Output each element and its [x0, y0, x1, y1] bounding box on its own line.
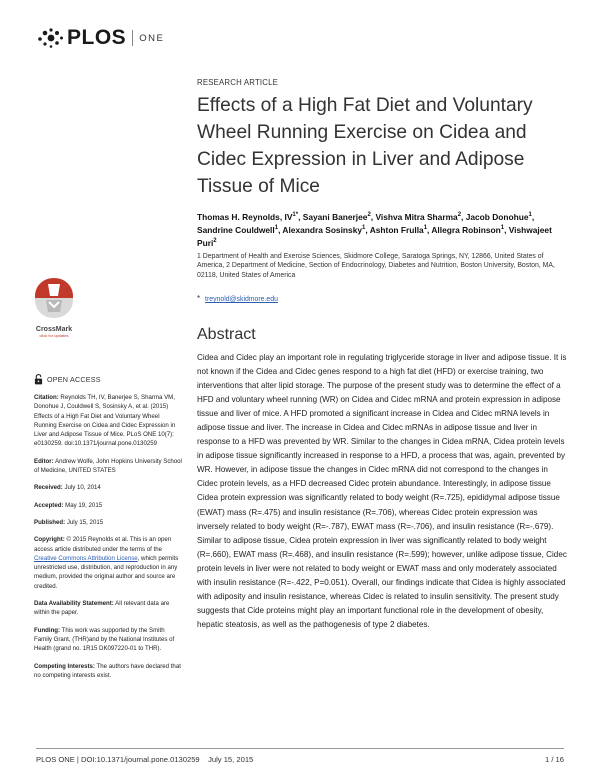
copyright-text-pre: © 2015 Reynolds et al. This is an open access article distributed under the terms of the	[34, 536, 172, 553]
author-name-text: Vishva Mitra Sharma	[375, 211, 458, 222]
published-date: July 15, 2015	[66, 518, 104, 526]
author-separator: ,	[298, 211, 303, 222]
license-link[interactable]: Creative Commons Attribution License	[34, 554, 138, 562]
author-affiliation-marker: 1	[274, 225, 279, 231]
citation-block	[34, 393, 182, 449]
abstract-heading: Abstract	[197, 326, 256, 343]
funding-label: Funding:	[34, 626, 61, 634]
affiliation-2: 2 Department of Medicine, Section of Endocrinology, Diabetes and Nutrition, Boston University, Boston, MA, 02118, United States of America	[197, 262, 555, 279]
editor-text: Andrew Wolfe, John Hopkins University School of Medicine, UNITED STATES	[34, 457, 182, 475]
author-name	[303, 212, 376, 222]
received-date: July 10, 2014	[64, 484, 101, 492]
citation-text: Reynolds TH, IV, Banerjee S, Sharma VM, Donohue J, Couldwell S, Sosinsky A, et al. (2015) Effects of a High Fat Diet and Voluntary Wheel Running Exercise on Cidea and Cidec Expression in Liver and Adipose Tissue of Mice. PLoS ONE 10(7): e0130259. doi:10.1371/journal.pone.0130259	[34, 394, 176, 448]
received-label: Received:	[34, 484, 63, 492]
competing-interests-text: The authors have declared that no competing interests exist.	[34, 662, 181, 679]
author-affiliation-marker: 1	[423, 225, 428, 231]
crossmark-label: CrossMark	[35, 326, 73, 333]
author-separator: ,	[531, 211, 535, 222]
author-affiliation-marker: 1*	[292, 212, 299, 218]
author-name-text: Sayani Banerjee	[302, 211, 368, 222]
logo-divider	[132, 30, 133, 46]
author-name	[466, 212, 535, 222]
copyright-text-post: , which permits unrestricted use, distribution, and reproduction in any medium, provided the original author and source are credited.	[34, 554, 179, 590]
abstract-text: Cidea and Cidec play an important role in regulating triglyceride storage in liver and adipose tissue. It is not known if the Cidea and Cidec genes respond to a high fat diet (HFD) or exercise training, two interventions that alter lipid storage. The purpose of the present study was to determine the effect of a HFD and voluntary wheel running (WR) on Cidea and Cidec mRNA and protein expression in adipose tissue and liver of mice. A HFD promoted a significant increase in Cidea and Cidec mRNA levels in adipose tissue and liver. The increase in Cidea and Cidec mRNAs in adipose tissue and liver in response to a HFD was prevented by WR. Similar to the changes in Cidea mRNA, Cidea protein levels in adipose tissue significantly increased in response to a HFD, a process that was, again, prevented by WR. However, in adipose tissue the changes in Cidec mRNA did not correspond to the changes in Cidec protein levels, as a HFD decreased Cidec protein abundance. Interestingly, in adipose tissue Cidea protein expression was significantly related to body weight (R=.725), epididymal adipose tissue (EWAT) mass (R=.475) and insulin resistance (R=.706), whereas Cidec protein expression was inversely related to body weight (R=-.787), EWAT mass (R=-.706), and insulin resistance (R=-.679). Similar to adipose tissue, Cidea protein expression in liver was significantly related to body weight (R=.660), EWAT mass (R=.468), and insulin resistance (R=.599); however, unlike adipose tissue, Cidec protein levels in liver were not related to body weight or EWAT mass and only moderately associated with insulin resistance (R=-.422, P=0.051). Overall, our findings indicate that Cidea is highly associated with adiposity and insulin resistance, whereas Cidec is related to insulin sensitivity. The present study suggests that Cide proteins might play an important functional role in the development of obesity, hepatic steatosis, as well as the pathogenesis of type 2 diabetes.	[197, 353, 567, 629]
author-separator: ,	[461, 211, 466, 222]
published-label: Published:	[34, 518, 66, 526]
author-separator: ,	[370, 211, 376, 222]
author-separator: ,	[427, 224, 432, 235]
received-block	[34, 483, 182, 492]
author-name-text: Sandrine Couldwell	[197, 224, 275, 235]
author-name	[375, 212, 465, 222]
published-block	[34, 518, 182, 527]
logo-text: PLOS	[67, 26, 127, 49]
accepted-label: Accepted:	[34, 501, 64, 509]
author-name	[282, 225, 369, 235]
affiliation-1: 1 Department of Health and Exercise Sciences, Skidmore College, Saratoga Springs, NY, 12866, United States of America,	[197, 253, 544, 270]
author-separator: ,	[365, 224, 370, 235]
data-availability-text: All relevant data are within the paper.	[34, 600, 170, 617]
crossmark-sublabel: click for updates	[39, 333, 69, 338]
logo-journal: ONE	[139, 32, 165, 44]
article-metadata-sidebar	[34, 374, 182, 688]
author-name	[370, 225, 432, 235]
author-name-text: Alexandra Sosinsky	[282, 224, 363, 235]
page-number: 1 / 16	[545, 755, 564, 764]
copyright-label: Copyright:	[34, 536, 65, 544]
author-name-text: Vishwajeet Puri	[197, 224, 552, 248]
competing-interests-block	[34, 662, 182, 681]
corresponding-email	[197, 294, 278, 303]
author-name	[431, 225, 508, 235]
author-name-text: Thomas H. Reynolds, IV	[197, 211, 293, 222]
author-name-text: Ashton Frulla	[369, 224, 424, 235]
footer-divider	[36, 748, 564, 749]
funding-block	[34, 626, 182, 654]
accepted-block	[34, 501, 182, 510]
open-access-badge	[34, 374, 182, 385]
author-affiliation-marker: 1	[528, 212, 532, 218]
open-lock-icon	[34, 374, 43, 385]
open-access-label: OPEN ACCESS	[47, 374, 101, 384]
author-list	[197, 210, 569, 249]
author-separator: ,	[504, 224, 509, 235]
email-link[interactable]: treynold@skidmore.edu	[205, 296, 278, 303]
author-affiliation-marker: 2	[457, 212, 462, 218]
data-availability-label: Data Availability Statement:	[34, 600, 114, 608]
footer-citation: PLOS ONE | DOI:10.1371/journal.pone.0130259 July 15, 2015	[36, 755, 254, 764]
email-marker: *	[197, 294, 201, 303]
crossmark-badge[interactable]	[31, 276, 77, 338]
author-name	[197, 212, 303, 222]
article-type: RESEARCH ARTICLE	[197, 78, 279, 87]
author-name-text: Allegra Robinson	[431, 224, 501, 235]
author-separator: ,	[278, 224, 283, 235]
plos-one-logo[interactable]	[36, 26, 164, 50]
editor-label: Editor:	[34, 457, 54, 465]
author-affiliation-marker: 2	[213, 238, 217, 244]
data-availability-block	[34, 599, 182, 618]
citation-label: Citation:	[34, 394, 59, 401]
plos-dots-icon	[36, 27, 64, 49]
article-title: Effects of a High Fat Diet and Voluntary Wheel Running Exercise on Cidea and Cidec Expression in Liver and Adipose Tissue of Mice	[197, 95, 533, 197]
author-name	[197, 225, 282, 235]
author-name-text: Jacob Donohue	[465, 211, 529, 222]
affiliations	[197, 252, 562, 280]
author-affiliation-marker: 1	[500, 225, 505, 231]
copyright-block	[34, 535, 182, 591]
author-affiliation-marker: 1	[362, 225, 366, 231]
editor-block	[34, 457, 182, 476]
competing-interests-label: Competing Interests:	[34, 662, 95, 670]
crossmark-icon	[31, 276, 77, 320]
author-affiliation-marker: 2	[367, 212, 371, 218]
accepted-date: May 19, 2015	[65, 501, 103, 509]
funding-text: This work was supported by the Smith Family Grant, (THR)and by the National Institutes of Health (grand no. 1R15 DK097220-01 to THR).	[34, 626, 175, 653]
